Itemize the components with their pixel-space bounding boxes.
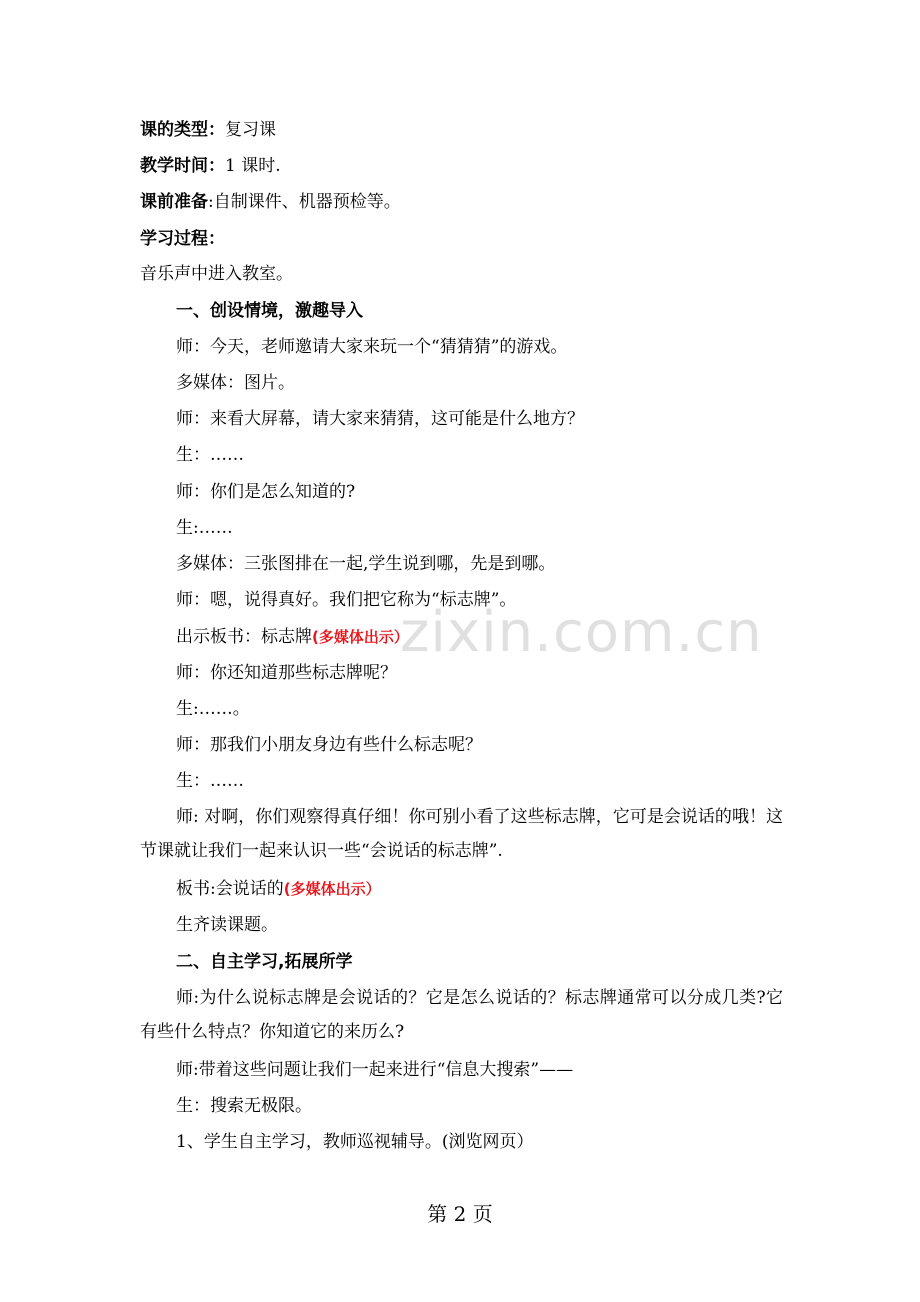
lesson-type-field [140, 119, 276, 141]
dialogue-line: 生:……。 [176, 699, 250, 719]
field-value: :自制课件、机器预检等。 [208, 192, 401, 212]
dialogue-line: 师：来看大屏幕，请大家来猜猜，这可能是什么地方？ [176, 409, 584, 429]
teaching-time-field [140, 155, 281, 177]
dialogue-line: 生齐读课题。 [176, 915, 278, 935]
page-number: 第 2 页 [427, 1202, 493, 1226]
field-label: 课前准备 [140, 192, 208, 212]
dialogue-line: 师：你还知道那些标志牌呢？ [176, 663, 397, 683]
intro-text: 音乐声中进入教室。 [140, 264, 293, 284]
multimedia-note: (多媒体出示） [283, 880, 381, 898]
section2-heading: 二、自主学习,拓展所学 [176, 952, 353, 972]
teacher-paragraph: 师:为什么说标志牌是会说话的？它是怎么说话的？标志牌通常可以分成几类?它有些什么特点？你知道它的来历么? [140, 988, 783, 1042]
watermark: zixin.com.cn [400, 600, 763, 665]
field-label: 教学时间： [140, 156, 225, 176]
dialogue-line: 生：搜索无极限。 [176, 1096, 312, 1116]
process-heading: 学习过程： [140, 229, 225, 249]
board-writing-line [176, 878, 381, 900]
dialogue-line: 多媒体：三张图排在一起,学生说到哪，先是到哪。 [176, 554, 556, 574]
dialogue-line: 1、学生自主学习，教师巡视辅导。(浏览网页） [176, 1132, 534, 1152]
section1-heading: 一、创设情境，激趣导入 [176, 301, 363, 321]
field-label: 课的类型： [140, 120, 225, 140]
dialogue-line: 师：你们是怎么知道的? [176, 482, 356, 502]
field-value: 复习课 [225, 120, 276, 140]
field-value: 1 课时. [225, 156, 281, 176]
board-writing-line [176, 626, 409, 648]
dialogue-line: 生:…… [176, 518, 233, 538]
board-text: 出示板书：标志牌 [176, 627, 312, 647]
preparation-field [140, 191, 401, 213]
dialogue-line: 师：那我们小朋友身边有些什么标志呢？ [176, 735, 482, 755]
multimedia-note: (多媒体出示） [312, 628, 409, 646]
dialogue-line: 师：今天，老师邀请大家来玩一个“猜猜猜”的游戏。 [176, 337, 568, 357]
dialogue-line: 生：…… [176, 445, 244, 465]
dialogue-line: 师:带着这些问题让我们一起来进行“信息大搜索”—— [176, 1060, 574, 1080]
dialogue-line: 生：…… [176, 771, 244, 791]
dialogue-line: 多媒体：图片。 [176, 373, 295, 393]
teacher-paragraph: 师: 对啊，你们观察得真仔细！你可别小看了这些标志牌，它可是会说话的哦！这节课就让我们一起来认识一些“会说话的标志牌”. [140, 807, 783, 861]
board-text: 板书:会说话的 [176, 879, 284, 899]
dialogue-line: 师：嗯，说得真好。我们把它称为“标志牌”。 [176, 590, 517, 610]
